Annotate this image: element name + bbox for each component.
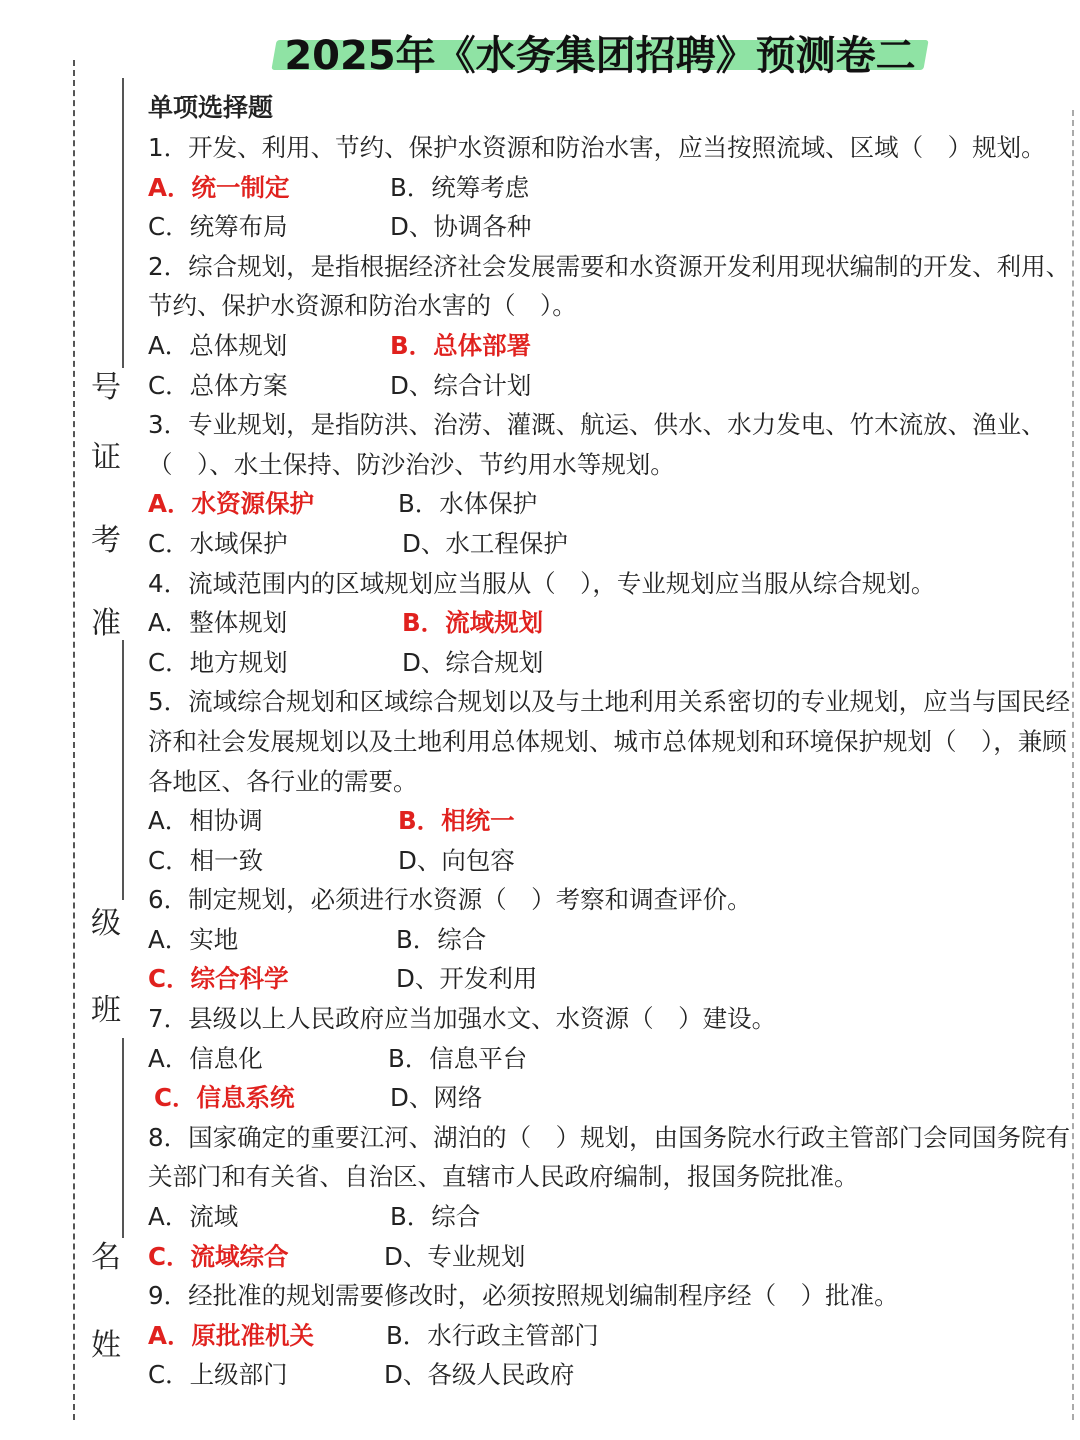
option-d: D、专业规划 bbox=[384, 1241, 526, 1271]
option-a-answer: A．统一制定 bbox=[148, 172, 290, 202]
option-row bbox=[148, 207, 1072, 247]
option-c-answer: C．信息系统 bbox=[154, 1083, 295, 1113]
option-d: D、网络 bbox=[390, 1083, 483, 1113]
option-row bbox=[148, 366, 1072, 406]
option-b: B．水体保护 bbox=[398, 489, 538, 519]
option-a: A．实地 bbox=[148, 924, 239, 954]
option-row bbox=[148, 326, 1072, 366]
option-row bbox=[148, 1197, 1072, 1237]
option-row bbox=[148, 643, 1072, 683]
option-b-answer: B．总体部署 bbox=[390, 330, 532, 360]
option-b-answer: B．流域规划 bbox=[402, 608, 544, 638]
option-row bbox=[148, 1355, 1072, 1395]
binding-char: 名 bbox=[91, 1240, 121, 1275]
option-d: D、协调各种 bbox=[390, 212, 532, 242]
option-a: A．流域 bbox=[148, 1202, 239, 1232]
option-d: D、开发利用 bbox=[396, 964, 538, 994]
binding-line-name bbox=[122, 1038, 124, 1238]
question-text: 2．综合规划，是指根据经济社会发展需要和水资源开发利用现状编制的开发、利用、节约、保护水资源和防治水害的（ ）。 bbox=[148, 251, 1071, 321]
option-row bbox=[148, 603, 1072, 643]
option-c-answer: C．综合科学 bbox=[148, 964, 289, 994]
question-list bbox=[148, 88, 1072, 1395]
option-row bbox=[148, 1039, 1072, 1079]
section-title: 单项选择题 bbox=[148, 93, 274, 122]
binding-char: 准 bbox=[91, 606, 121, 641]
option-d: D、各级人民政府 bbox=[384, 1360, 575, 1390]
binding-char: 号 bbox=[91, 370, 121, 405]
option-c: C．总体方案 bbox=[148, 370, 288, 400]
binding-char: 证 bbox=[91, 440, 121, 475]
option-row bbox=[148, 1078, 1072, 1118]
option-c-answer: C．流域综合 bbox=[148, 1241, 289, 1271]
option-d: D、综合规划 bbox=[402, 647, 544, 677]
option-row bbox=[148, 801, 1072, 841]
option-b: B．水行政主管部门 bbox=[386, 1320, 599, 1350]
option-row bbox=[148, 484, 1072, 524]
right-dashed-line bbox=[1072, 110, 1074, 1420]
binding-dashed-line bbox=[73, 60, 75, 1420]
option-b: B．综合 bbox=[390, 1202, 481, 1232]
question-text: 9．经批准的规划需要修改时，必须按照规划编制程序经（ ）批准。 bbox=[148, 1281, 899, 1311]
option-row bbox=[148, 959, 1072, 999]
question-text: 4．流域范围内的区域规划应当服从（ ），专业规划应当服从综合规划。 bbox=[148, 568, 936, 598]
page-title: 2025年《水务集团招聘》预测卷二 bbox=[284, 33, 916, 79]
option-b: B．统筹考虑 bbox=[390, 172, 530, 202]
option-row bbox=[148, 1237, 1072, 1277]
option-d: D、水工程保护 bbox=[402, 528, 568, 558]
option-c: C．水域保护 bbox=[148, 528, 288, 558]
option-a: A．整体规划 bbox=[148, 608, 288, 638]
binding-char: 考 bbox=[91, 523, 121, 558]
binding-char: 班 bbox=[91, 993, 121, 1028]
question-text: 7．县级以上人民政府应当加强水文、水资源（ ）建设。 bbox=[148, 1004, 777, 1034]
option-c: C．统筹布局 bbox=[148, 212, 288, 242]
option-b: B．信息平台 bbox=[388, 1043, 528, 1073]
option-b-answer: B．相统一 bbox=[398, 806, 515, 836]
question-text: 3．专业规划，是指防洪、治涝、灌溉、航运、供水、水力发电、竹木流放、渔业、（ ）、水土保持、防沙治沙、节约用水等规划。 bbox=[148, 410, 1046, 479]
option-c: C．地方规划 bbox=[148, 647, 288, 677]
question-text: 8．国家确定的重要江河、湖泊的（ ）规划，由国务院水行政主管部门会同国务院有关部门和有关省、自治区、直辖市人民政府编制，报国务院批准。 bbox=[148, 1122, 1071, 1192]
option-row bbox=[148, 1316, 1072, 1356]
option-a-answer: A．水资源保护 bbox=[148, 489, 314, 519]
binding-char: 级 bbox=[91, 906, 121, 941]
binding-char: 姓 bbox=[91, 1328, 121, 1363]
option-row bbox=[148, 841, 1072, 881]
option-a: A．相协调 bbox=[148, 806, 263, 836]
question-text: 6．制定规划，必须进行水资源（ ）考察和调查评价。 bbox=[148, 885, 752, 915]
binding-line-class bbox=[122, 640, 124, 900]
option-a: A．信息化 bbox=[148, 1043, 263, 1073]
option-row bbox=[148, 524, 1072, 564]
question-text: 5．流域综合规划和区域综合规划以及与土地利用关系密切的专业规划，应当与国民经济和社会发展规划以及土地利用总体规划、城市总体规划和环境保护规划（ ），兼顾各地区、各行业的需要。 bbox=[148, 687, 1071, 796]
question-text: 1．开发、利用、节约、保护水资源和防治水害，应当按照流域、区域（ ）规划。 bbox=[148, 133, 1046, 162]
title-block bbox=[270, 18, 930, 78]
option-row bbox=[148, 168, 1072, 208]
option-d: D、向包容 bbox=[398, 845, 515, 875]
binding-line-exam-no bbox=[122, 78, 124, 368]
option-a: A．总体规划 bbox=[148, 330, 288, 360]
option-c: C．相一致 bbox=[148, 845, 264, 875]
option-d: D、综合计划 bbox=[390, 370, 532, 400]
option-c: C．上级部门 bbox=[148, 1360, 288, 1390]
option-b: B．综合 bbox=[396, 924, 487, 954]
option-a-answer: A．原批准机关 bbox=[148, 1320, 314, 1350]
option-row bbox=[148, 920, 1072, 960]
